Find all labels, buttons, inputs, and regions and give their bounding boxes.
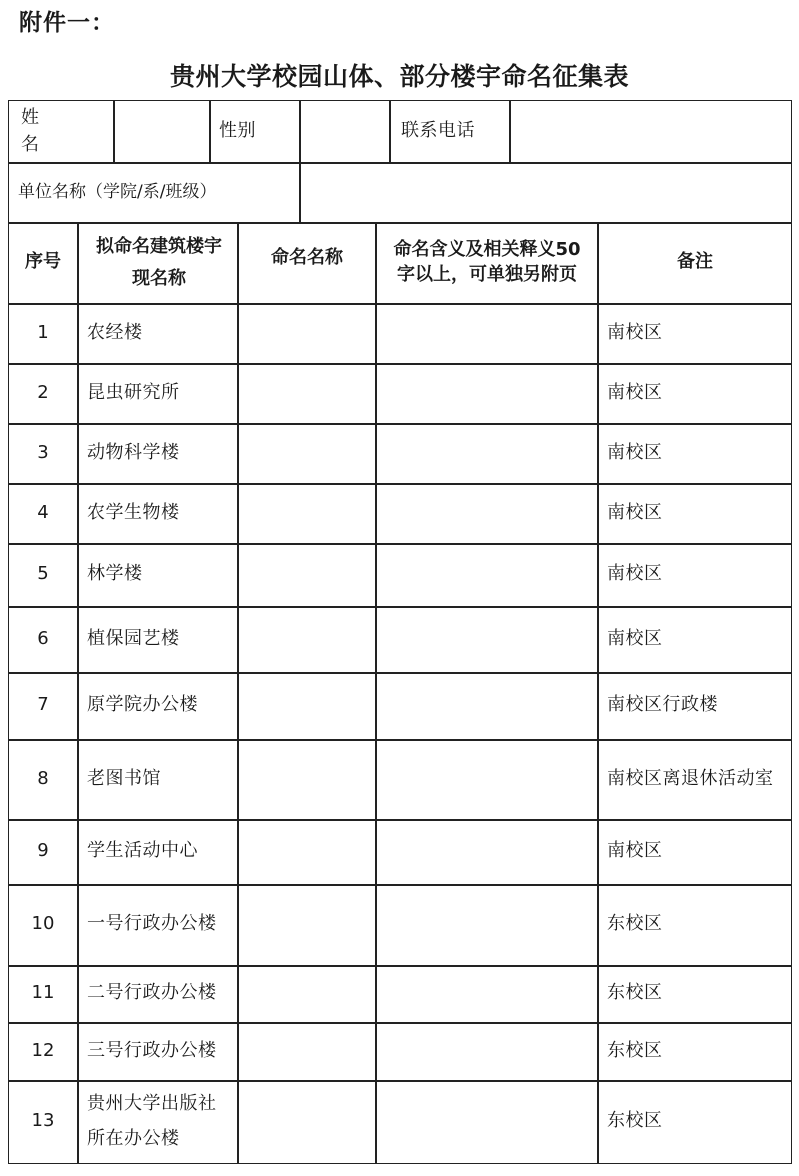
row-current-name: 二号行政办公楼 (87, 982, 217, 1004)
name-field[interactable] (115, 101, 207, 162)
row-meaning-field[interactable] (383, 606, 593, 672)
gender-label: 性别 (219, 120, 256, 142)
attachment-label: 附件一： (19, 10, 115, 36)
row-current-name: 一号行政办公楼 (87, 913, 217, 935)
row-seq: 3 (37, 441, 49, 463)
row-current-name: 老图书馆 (87, 767, 161, 789)
row-current-name: 昆虫研究所 (87, 381, 180, 403)
row-remark: 南校区行政楼 (607, 694, 718, 716)
row-meaning-field[interactable] (383, 1022, 593, 1080)
row-meaning-field[interactable] (383, 303, 593, 363)
row-seq: 8 (37, 767, 49, 789)
header-meaning: 命名含义及相关释义50字以上，可单独另附页 (393, 239, 581, 285)
row-new-name-field[interactable] (245, 1022, 371, 1080)
header-remark: 备注 (677, 251, 713, 273)
row-meaning-field[interactable] (383, 543, 593, 606)
grid-line (209, 101, 211, 162)
row-remark: 东校区 (607, 982, 663, 1004)
header-current-name: 拟命名建筑楼宇现名称 (96, 236, 222, 289)
row-meaning-field[interactable] (383, 483, 593, 543)
row-remark: 南校区 (607, 501, 663, 523)
row-meaning-field[interactable] (383, 423, 593, 483)
row-new-name-field[interactable] (245, 672, 371, 739)
phone-label: 联系电话 (401, 120, 475, 142)
row-current-name: 林学楼 (87, 563, 143, 585)
row-new-name-field[interactable] (245, 884, 371, 965)
page-title: 贵州大学校园山体、部分楼宇命名征集表 (169, 62, 629, 91)
row-remark: 南校区离退休活动室 (607, 767, 774, 789)
row-remark: 南校区 (607, 563, 663, 585)
row-meaning-field[interactable] (383, 1080, 593, 1163)
row-current-name: 农学生物楼 (87, 501, 180, 523)
row-remark: 东校区 (607, 913, 663, 935)
row-seq: 5 (37, 563, 49, 585)
row-current-name: 原学院办公楼 (87, 694, 198, 716)
row-new-name-field[interactable] (245, 363, 371, 423)
row-seq: 4 (37, 501, 49, 523)
row-meaning-field[interactable] (383, 739, 593, 819)
row-new-name-field[interactable] (245, 965, 371, 1022)
row-current-name: 农经楼 (87, 321, 143, 343)
row-new-name-field[interactable] (245, 1080, 371, 1163)
row-remark: 南校区 (607, 321, 663, 343)
row-remark: 南校区 (607, 381, 663, 403)
row-meaning-field[interactable] (383, 884, 593, 965)
row-new-name-field[interactable] (245, 483, 371, 543)
row-remark: 东校区 (607, 1039, 663, 1061)
row-remark: 南校区 (607, 627, 663, 649)
row-new-name-field[interactable] (245, 819, 371, 884)
naming-form-table (8, 100, 792, 1164)
row-meaning-field[interactable] (383, 672, 593, 739)
grid-line (237, 222, 239, 1163)
row-current-name: 植保园艺楼 (87, 627, 180, 649)
row-new-name-field[interactable] (245, 543, 371, 606)
name-label: 姓 名 (21, 107, 67, 155)
row-remark: 南校区 (607, 840, 663, 862)
grid-line (77, 222, 79, 1163)
row-current-name: 动物科学楼 (87, 441, 180, 463)
row-remark: 南校区 (607, 441, 663, 463)
phone-field[interactable] (511, 101, 791, 162)
row-meaning-field[interactable] (383, 363, 593, 423)
row-seq: 12 (31, 1039, 55, 1061)
gender-field[interactable] (301, 101, 389, 162)
grid-line (597, 222, 599, 1163)
row-new-name-field[interactable] (245, 606, 371, 672)
row-current-name: 学生活动中心 (87, 840, 198, 862)
row-current-name: 贵州大学出版社所在办公楼 (87, 1093, 217, 1149)
row-meaning-field[interactable] (383, 819, 593, 884)
row-seq: 9 (37, 840, 49, 862)
row-remark: 东校区 (607, 1110, 663, 1132)
row-seq: 2 (37, 381, 49, 403)
row-seq: 7 (37, 694, 49, 716)
grid-line (375, 222, 377, 1163)
row-meaning-field[interactable] (383, 965, 593, 1022)
header-new-name: 命名名称 (271, 247, 343, 269)
row-current-name: 三号行政办公楼 (87, 1039, 217, 1061)
row-seq: 6 (37, 627, 49, 649)
row-new-name-field[interactable] (245, 739, 371, 819)
row-new-name-field[interactable] (245, 303, 371, 363)
row-seq: 11 (31, 982, 55, 1004)
header-seq: 序号 (25, 251, 61, 273)
unit-label: 单位名称（学院/系/班级） (18, 181, 217, 202)
row-new-name-field[interactable] (245, 423, 371, 483)
row-seq: 10 (31, 913, 55, 935)
row-seq: 1 (37, 321, 49, 343)
unit-field[interactable] (301, 162, 791, 222)
grid-line (389, 101, 391, 162)
row-seq: 13 (31, 1110, 55, 1132)
